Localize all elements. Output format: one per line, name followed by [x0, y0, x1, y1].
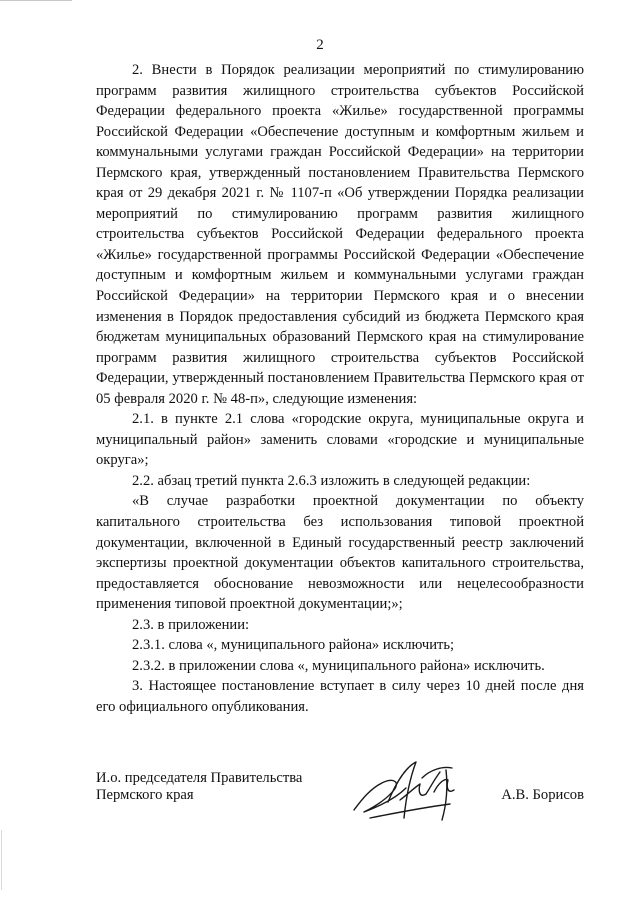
scan-top-rule — [0, 0, 72, 1]
paragraph-quoted-text: «В случае разработки проектной документации по объекту капитального строительства без использования типовой проектной документации, включенной в Единый государственный реестр заключений экспертизы проектной документации объектов капитального строительства, предоставляется обоснование невозможности или нецелесообразности применения типовой проектной документации;»; — [96, 493, 584, 613]
paragraph-item-2-3: 2.3. в приложении: — [132, 616, 250, 633]
paragraph-item-3: 3. Настоящее постановление вступает в силу через 10 дней после дня его официального опубликования. — [96, 678, 584, 715]
signer-name: А.В. Борисов — [501, 787, 584, 803]
paragraph-item-2-1: 2.1. в пункте 2.1 слова «городские округа, муниципальные округа и муниципальный район» заменить словами «городские и муниципальные округа»; — [96, 411, 584, 469]
page-number: 2 — [316, 37, 324, 53]
paragraph-item-2-2: 2.2. абзац третий пункта 2.6.3 изложить в следующей редакции: — [132, 472, 531, 489]
paragraph-item-2-3-1: 2.3.1. слова «, муниципального района» исключить; — [132, 637, 455, 654]
paragraph-item-2-3-2: 2.3.2. в приложении слова «, муниципального района» исключить. — [132, 657, 545, 674]
signer-title — [96, 770, 302, 804]
document-body — [96, 60, 584, 718]
signer-title-line2: Пермского края — [96, 787, 194, 803]
handwritten-signature — [350, 758, 470, 828]
signer-title-line1: И.о. председателя Правительства — [96, 770, 303, 786]
paragraph-item-2: 2. Внести в Порядок реализации мероприятий по стимулированию программ развития жилищного строительства субъектов Российской Федерации федерального проекта «Жилье» государственной программы Российской Федерации «Обеспечение доступным и комфортным жильем и коммунальными услугами граждан Российской Федерации» на территории Пермского края, утвержденный постановлением Правительства Пермского края от 29 декабря 2021 г. № 1107-п «Об утверждении Порядка реализации мероприятий по стимулированию программ развития жилищного строительства субъектов Российской Федерации федерального проекта «Жилье» государственной программы Российской Федерации «Обеспечение доступным и комфортным жильем и коммунальными услугами граждан Российской Федерации» на территории Пермского края и о внесении изменения в Порядок предоставления субсидий из бюджета Пермского края бюджетам муниципальных образований Пермского края на стимулирование программ развития жилищного строительства субъектов Российской Федерации, утвержденный постановлением Правительства Пермского края от 05 февраля 2020 г. № 48-п», следующие изменения: — [96, 62, 584, 407]
scan-left-edge — [1, 830, 2, 890]
signature-block — [96, 770, 584, 840]
